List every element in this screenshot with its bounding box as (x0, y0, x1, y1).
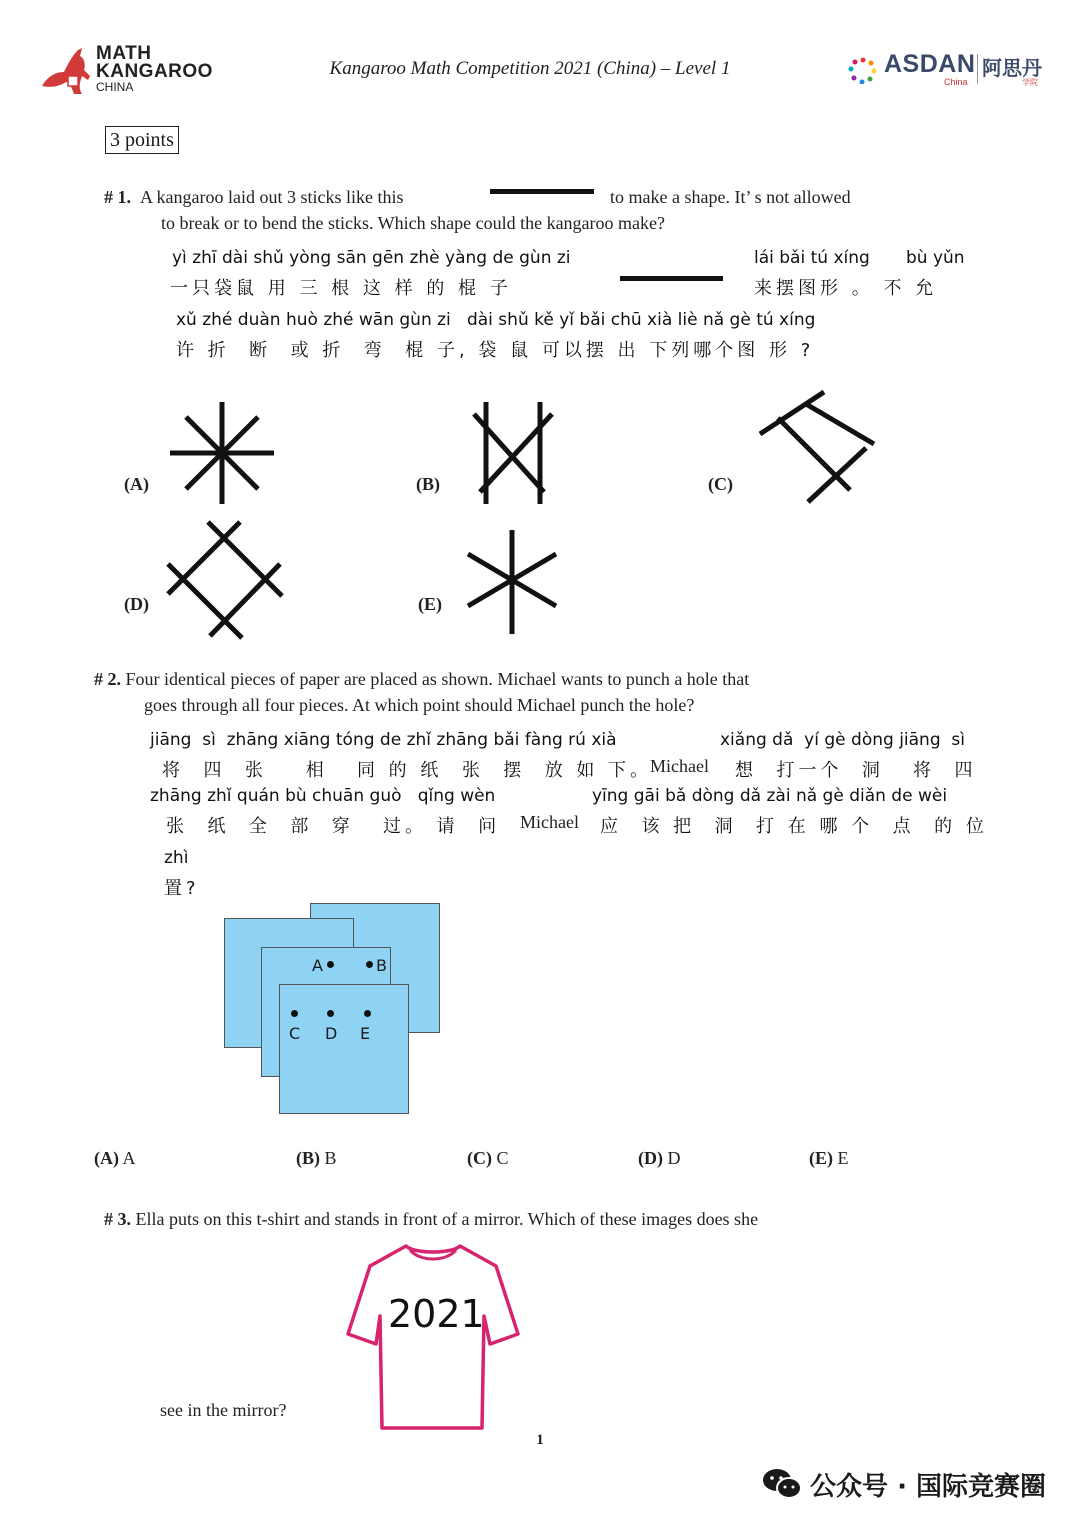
asdan-brand: ASDAN (884, 50, 976, 78)
watermark-text: 公众号 · 国际竞赛圈 (810, 1472, 1046, 1502)
q1-pinyin1-b: lái bǎi tú xíng (754, 248, 870, 268)
asdan-cn: 阿思丹 (982, 56, 1042, 80)
stick-sample-2 (620, 276, 723, 281)
q1-line1 (104, 187, 403, 208)
q2-option-c[interactable]: (C) C (467, 1148, 509, 1168)
shape-c-open-square-icon (756, 388, 876, 506)
shape-e-asterisk-icon (464, 528, 562, 636)
paper-stack-figure (220, 900, 444, 1116)
asdan-cn-sub: 学院 (1022, 78, 1038, 87)
q3-text-a: Ella puts on this t-shirt and stands in front of a mirror. Which of these images does she (135, 1209, 759, 1229)
q1-line2: to break or to bend the sticks. Which shape could the kangaroo make? (161, 213, 666, 233)
tshirt-icon (344, 1242, 522, 1432)
logo-divider (977, 54, 978, 84)
kangaroo-icon (38, 46, 96, 96)
q2-hanzi3: 置? (164, 878, 200, 899)
tshirt-text: 2021 (388, 1292, 485, 1336)
point-c-dot (291, 1010, 298, 1017)
q2-hanzi1-b: 想 打一个 洞 将 四 (735, 760, 977, 781)
shape-a-star-icon (168, 400, 278, 506)
logo-line-math: MATH (96, 43, 152, 64)
tshirt-figure (344, 1242, 522, 1432)
q2-hanzi2-a: 张 纸 全 部 穿 过。 请 问 (166, 816, 501, 837)
q1-hanzi1-a: 一只袋鼠 用 三 根 这 样 的 棍 子 (170, 278, 512, 299)
logo-line-china: CHINA (96, 80, 134, 94)
paper-front (279, 984, 409, 1114)
point-e-dot (364, 1010, 371, 1017)
q2-hanzi1-a: 将 四 张 相 同 的 纸 张 摆 放 如 下。 (162, 760, 653, 781)
q1-text-a: A kangaroo laid out 3 sticks like this (140, 187, 404, 207)
q1-pinyin2: xǔ zhé duàn huò zhé wān gùn zi dài shǔ kě yǐ bǎi chū xià liè nǎ gè tú xíng (176, 310, 816, 330)
wechat-icon (762, 1467, 802, 1501)
point-b-label: B (376, 956, 387, 975)
q2-pinyin1-b: xiǎng dǎ yí gè dòng jiāng sì (720, 730, 966, 750)
q1-hanzi1-b: 来摆图形 。 不 允 (754, 278, 938, 299)
q1-text-b: to make a shape. It’ s not allowed (610, 187, 851, 207)
q1-option-d[interactable]: (D) (124, 594, 149, 614)
watermark (762, 1466, 1046, 1503)
points-label: 3 points (105, 126, 179, 154)
q3-line2: see in the mirror? (160, 1400, 287, 1420)
point-e-label: E (360, 1024, 371, 1043)
page-title: Kangaroo Math Competition 2021 (China) – Level 1 (329, 58, 731, 79)
q1-pinyin1-a: yì zhī dài shǔ yòng sān gēn zhè yàng de gùn zi (172, 248, 571, 268)
point-d-dot (327, 1010, 334, 1017)
q2-number: # 2. (94, 669, 121, 689)
asdan-logo (848, 50, 1048, 90)
point-a-label: A (312, 956, 323, 975)
stick-sample-1 (490, 189, 594, 194)
q2-pinyin3: zhì (164, 848, 189, 868)
q1-pinyin1-c: bù yǔn (906, 248, 965, 268)
point-d-label: D (325, 1024, 338, 1043)
q2-option-b[interactable]: (B) B (296, 1148, 337, 1168)
point-b-dot (366, 961, 373, 968)
q1-number: # 1. (104, 187, 131, 207)
q1-option-e[interactable]: (E) (418, 594, 442, 614)
q2-line1 (94, 669, 749, 690)
q2-pinyin2-a: zhāng zhǐ quán bù chuān guò qǐng wèn (150, 786, 496, 806)
q2-option-a[interactable]: (A) A (94, 1148, 136, 1168)
q1-option-b[interactable]: (B) (416, 474, 440, 494)
q1-option-c[interactable]: (C) (708, 474, 733, 494)
q1-hanzi2: 许 折 断 或 折 弯 棍 子, 袋 鼠 可以摆 出 下列哪个图 形 ? (176, 340, 815, 361)
q2-pinyin1-a: jiāng sì zhāng xiāng tóng de zhǐ zhāng bǎi fàng rú xià (150, 730, 617, 750)
q2-hanzi2-name: Michael (520, 812, 579, 832)
asdan-sub: China (944, 77, 968, 87)
q2-pinyin2-b: yīng gāi bǎ dòng dǎ zài nǎ gè diǎn de wèi (592, 786, 948, 806)
q2-option-e[interactable]: (E) E (809, 1148, 849, 1168)
q2-line2: goes through all four pieces. At which point should Michael punch the hole? (144, 695, 695, 715)
q2-hanzi2-b: 应 该 把 洞 打 在 哪 个 点 的 位 (600, 816, 988, 837)
point-a-dot (327, 961, 334, 968)
point-c-label: C (289, 1024, 301, 1043)
asdan-burst-icon (848, 56, 878, 84)
q2-hanzi1-name: Michael (650, 756, 709, 776)
q1-option-a[interactable]: (A) (124, 474, 149, 494)
math-kangaroo-logo (38, 42, 213, 98)
page-number: 1 (536, 1432, 544, 1448)
shape-d-diamond-icon (164, 520, 286, 640)
logo-line-kangaroo: KANGAROO (96, 61, 213, 82)
q2-option-d[interactable]: (D) D (638, 1148, 681, 1168)
shape-b-crossed-bars-icon (470, 400, 556, 506)
q2-text-a: Four identical pieces of paper are placed as shown. Michael wants to punch a hole that (125, 669, 750, 689)
q3-line1 (104, 1209, 758, 1230)
q3-number: # 3. (104, 1209, 131, 1229)
